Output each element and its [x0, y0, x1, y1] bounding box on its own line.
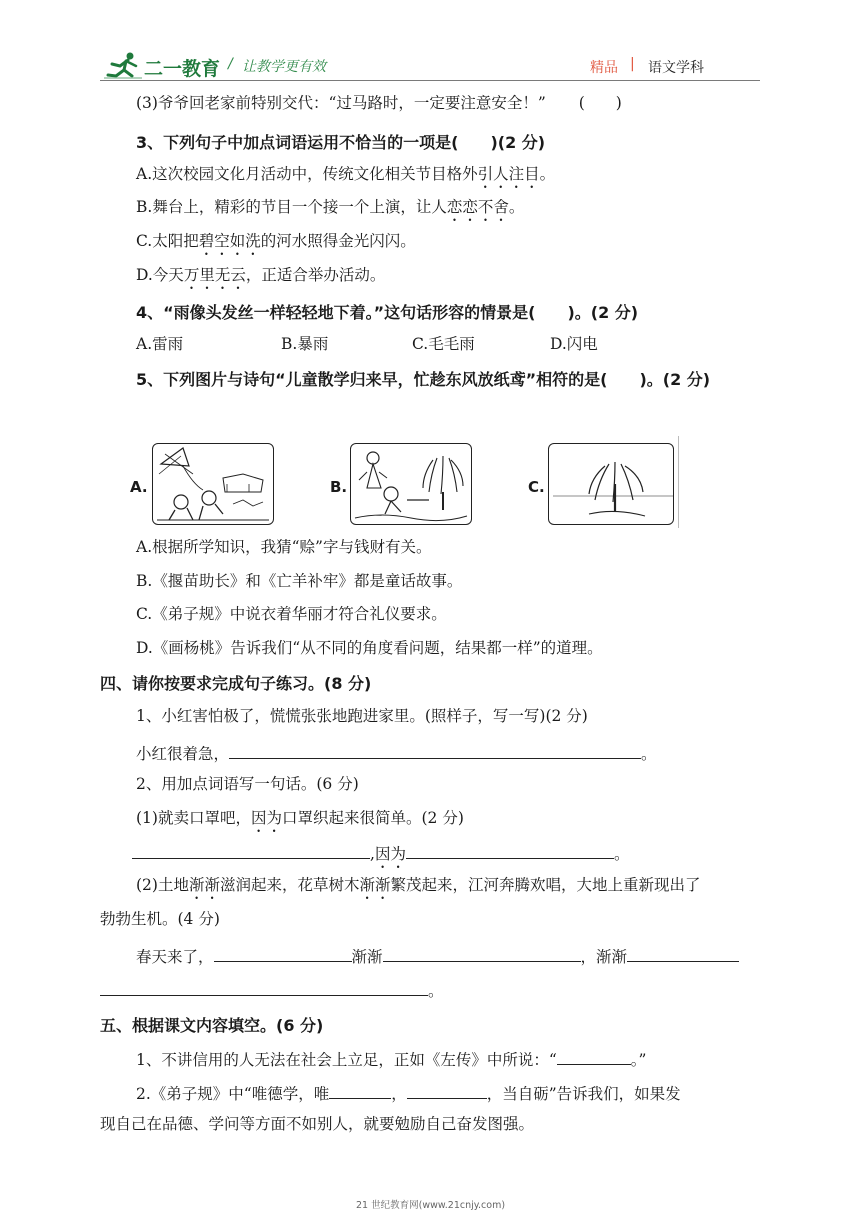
section4-q2-1-dotted-word: 因为 — [250, 809, 282, 827]
footer-source: 21 世纪教育网(www.21cnjy.com) — [356, 1200, 506, 1211]
section4-q2-2-word-1: 渐渐 — [351, 948, 383, 966]
picture-c-right-edge-line — [678, 436, 679, 528]
section4-q2-2-dotted-word-1: 渐渐 — [188, 876, 220, 894]
q3-option-c-text: C.太阳把 — [136, 232, 199, 250]
section4-q2-2-blank-2[interactable] — [383, 943, 581, 962]
section4-q2-1-because: 因为 — [374, 845, 406, 863]
picture-c-label: C. — [528, 478, 545, 496]
section4-q1-instruction: 1、小红害怕极了，慌慌张张地跑进家里。(照样子，写一写)(2 分) — [136, 707, 588, 725]
header-separator: | — [630, 56, 635, 72]
q6-option-d[interactable]: D.《画杨桃》告诉我们“从不同的角度看问题，结果都一样”的道理。 — [136, 639, 603, 657]
section4-q1-blank[interactable] — [229, 740, 641, 759]
section5-q2-comma: ， — [391, 1085, 407, 1103]
header-rule — [100, 80, 760, 81]
section4-q2-1-blank-1[interactable] — [132, 840, 370, 859]
section4-q2-2-example-cont: 勃勃生机。(4 分) — [100, 910, 220, 928]
picture-a-label: A. — [130, 478, 148, 496]
picture-b-label: B. — [330, 478, 348, 496]
picture-c-willow-tree[interactable] — [548, 443, 674, 525]
section5-q1 — [136, 1046, 646, 1071]
kite-children-illustration-icon — [153, 444, 273, 524]
q3-option-d[interactable] — [136, 264, 385, 293]
section4-q2-2-text-b: 滋润起来，花草树木 — [219, 876, 360, 894]
q6-option-b[interactable]: B.《揠苗助长》和《亡羊补牢》都是童话故事。 — [136, 572, 463, 590]
section4-q2-1-example — [136, 807, 464, 836]
section4-q2-1-comma: , — [370, 845, 375, 863]
section4-q2-1-tail: 口罩织起来很简单。(2 分) — [281, 809, 464, 827]
section4-q2-2-end: 。 — [428, 982, 444, 1000]
section5-title: 五、根据课文内容填空。(6 分) — [100, 1016, 324, 1035]
q6-option-a[interactable]: A.根据所学知识，我猜“赊”字与钱财有关。 — [136, 538, 432, 556]
q4-option-d[interactable]: D.闪电 — [550, 335, 598, 353]
header-slogan: 让教学更有效 — [242, 59, 326, 75]
q5-title: 5、下列图片与诗句“儿童散学归来早，忙趁东风放纸鸢”相符的是( )。(2 分) — [136, 370, 711, 389]
q4-title: 4、“雨像头发丝一样轻轻地下着。”这句话形容的情景是( )。(2 分) — [136, 303, 639, 322]
section4-q2-2-blank-3[interactable] — [627, 943, 739, 962]
q3-option-a-end: 。 — [539, 165, 556, 183]
section5-q1-end: 。” — [630, 1051, 647, 1069]
section5-q2-blank-2[interactable] — [407, 1080, 487, 1099]
willow-children-illustration-icon — [351, 444, 471, 524]
q2-item-3-answer-paren[interactable]: ( ) — [578, 94, 622, 112]
picture-a-kite-flying-children[interactable] — [152, 443, 274, 525]
section4-q2-1-end: 。 — [613, 845, 630, 863]
q3-option-a-text: A.这次校园文化月活动中，传统文化相关节目格外 — [136, 165, 478, 183]
section5-q1-text: 1、不讲信用的人无法在社会上立足，正如《左传》中所说：“ — [136, 1051, 557, 1069]
q3-option-d-dotted-word: 万里无云 — [183, 266, 246, 284]
section4-q2-2-example — [136, 874, 701, 903]
q3-option-b[interactable] — [136, 196, 524, 225]
section5-q2-cont: 现自己在品德、学问等方面不如别人，就要勉励自己奋发图强。 — [100, 1115, 535, 1133]
q6-option-c[interactable]: C.《弟子规》中说衣着华丽才符合礼仪要求。 — [136, 605, 447, 623]
section4-q2-1-answer-line — [132, 840, 629, 872]
q3-option-a[interactable] — [136, 163, 555, 192]
section4-q2-2-answer-line — [136, 943, 739, 968]
picture-b-willow-children[interactable] — [350, 443, 472, 525]
section4-q2-2-blank-1[interactable] — [214, 943, 352, 962]
q4-option-a[interactable]: A.雷雨 — [136, 335, 184, 353]
section5-q2-text: 2.《弟子规》中“唯德学，唯 — [136, 1085, 330, 1103]
section5-q2-blank-1[interactable] — [329, 1080, 391, 1099]
q3-option-c-dotted-word: 碧空如洗 — [198, 232, 261, 250]
section4-title: 四、请你按要求完成句子练习。(8 分) — [100, 674, 372, 693]
section4-q2-2-prefix: 春天来了， — [136, 948, 214, 966]
section4-q2-1-blank-2[interactable] — [406, 840, 614, 859]
q4-option-c[interactable]: C.毛毛雨 — [412, 335, 475, 353]
q3-option-b-dotted-word: 恋恋不舍 — [446, 198, 509, 216]
q3-option-d-end: ，正适合举办活动。 — [245, 266, 386, 284]
q2-item-3-text: (3)爷爷回老家前特别交代：“过马路时，一定要注意安全！” — [136, 94, 546, 112]
q4-option-b[interactable]: B.暴雨 — [281, 335, 329, 353]
section4-q2-2-answer-line-2 — [100, 977, 444, 1002]
section4-q1-suffix: 。 — [641, 745, 657, 763]
section4-q2-2-dotted-word-2: 渐渐 — [359, 876, 391, 894]
running-man-logo-icon — [104, 50, 144, 80]
willow-tree-illustration-icon — [549, 444, 673, 524]
q3-option-b-end: 。 — [508, 198, 525, 216]
section4-q2-instruction: 2、用加点词语写一句话。(6 分) — [136, 775, 359, 793]
section4-q2-2-word-2: ，渐渐 — [580, 948, 628, 966]
section4-q2-2-text-c: 繁茂起来，江河奔腾欢唱，大地上重新现出了 — [390, 876, 701, 894]
section5-q1-blank[interactable] — [557, 1046, 631, 1065]
section4-q2-2-blank-4[interactable] — [100, 977, 428, 996]
section4-q1-answer-line — [136, 740, 657, 765]
quality-badge: 精品 — [590, 60, 618, 76]
header-divider: / — [228, 56, 233, 72]
section5-q2 — [136, 1080, 681, 1105]
q3-option-c-end: 的河水照得金光闪闪。 — [260, 232, 416, 250]
logo-text: 二一教育 — [144, 58, 221, 80]
subject-label: 语文学科 — [648, 60, 704, 76]
section5-q2-tail: ，当自砺”告诉我们，如果发 — [486, 1085, 681, 1103]
q3-option-c[interactable] — [136, 230, 416, 259]
q3-option-b-text: B.舞台上，精彩的节目一个接一个上演，让人 — [136, 198, 447, 216]
section4-q2-1-text: (1)就卖口罩吧， — [136, 809, 251, 827]
q3-option-a-dotted-word: 引人注目 — [477, 165, 540, 183]
section4-q1-prefix: 小红很着急， — [136, 745, 230, 763]
q3-title: 3、下列句子中加点词语运用不恰当的一项是( )(2 分) — [136, 133, 546, 152]
q2-item-3 — [136, 92, 622, 114]
q3-option-d-text: D.今天 — [136, 266, 184, 284]
section4-q2-2-text-a: (2)土地 — [136, 876, 189, 894]
